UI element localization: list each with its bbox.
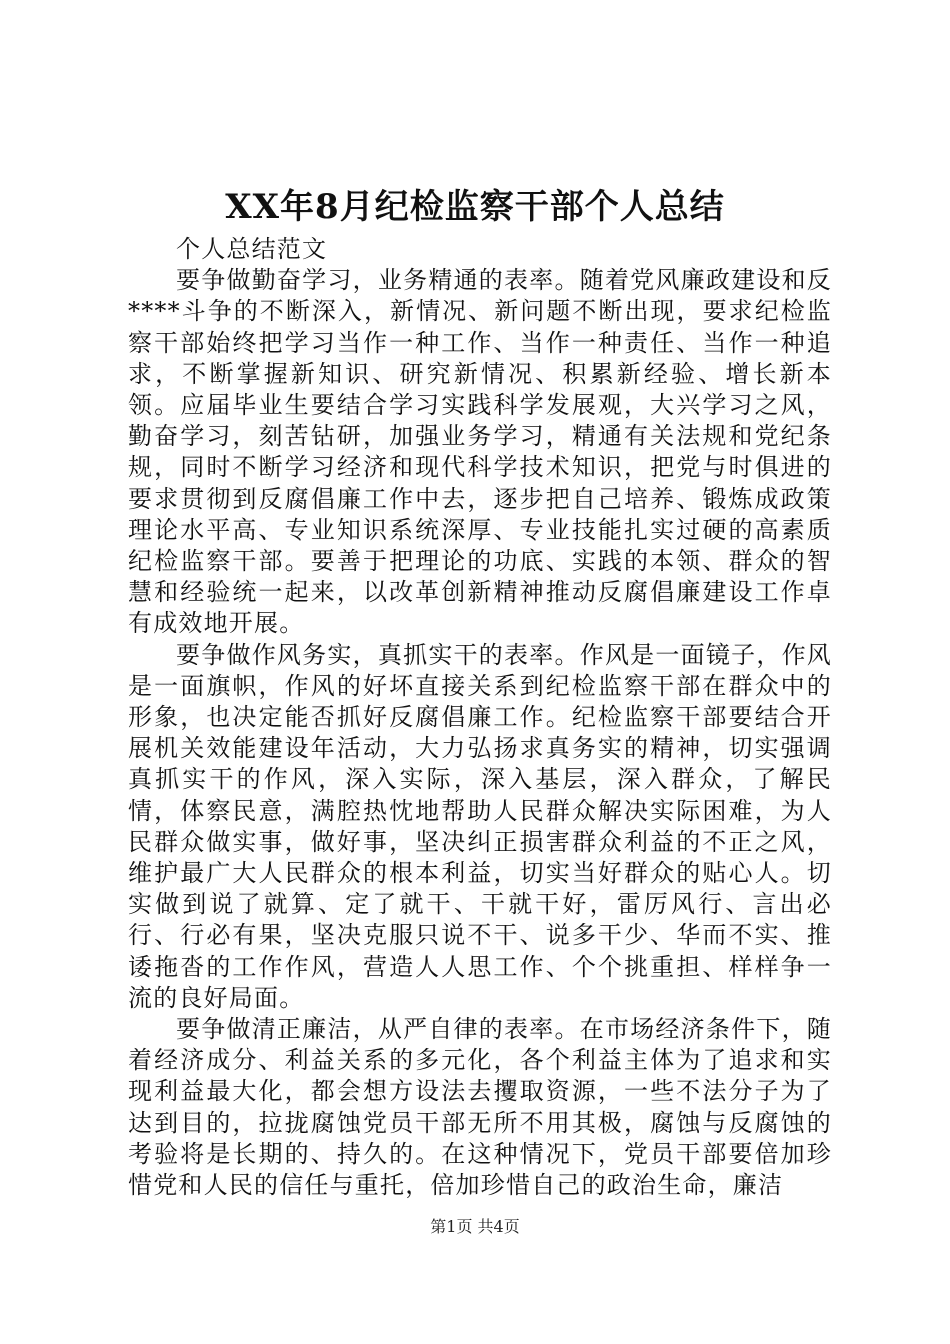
page-number-footer: 第1页 共4页 bbox=[430, 1217, 520, 1236]
document-title: XX年8月纪检监察干部个人总结 bbox=[225, 187, 725, 227]
subtitle: 个人总结范文 bbox=[176, 235, 328, 263]
document-body bbox=[128, 234, 832, 1201]
paragraph-2: 要争做作风务实，真抓实干的表率。作风是一面镜子，作风是一面旗帜，作风的好坏直接关系到纪检监察干部在群众中的形象，也决定能否抓好反腐倡廉工作。纪检监察干部要结合开展机关效能建设年活动，大力弘扬求真务实的精神，切实强调真抓实干的作风，深入实际，深入基层，深入群众，了解民情，体察民意，满腔热忱地帮助人民群众解决实际困难，为人民群众做实事，做好事，坚决纠正损害群众利益的不正之风，维护最广大人民群众的根本利益，切实当好群众的贴心人。切实做到说了就算、定了就干、干就干好，雷厉风行、言出必行、行必有果，坚决克服只说不干、说多干少、华而不实、推诿拖沓的工作作风，营造人人思工作、个个挑重担、样样争一流的良好局面。 bbox=[128, 640, 832, 1012]
paragraph-1: 要争做勤奋学习，业务精通的表率。随着党风廉政建设和反****斗争的不断深入，新情况、新问题不断出现，要求纪检监察干部始终把学习当作一种工作、当作一种责任、当作一种追求，不断掌握新知识、研究新情况、积累新经验、增长新本领。应届毕业生要结合学习实践科学发展观，大兴学习之风，勤奋学习，刻苦钻研，加强业务学习，精通有关法规和党纪条规，同时不断学习经济和现代科学技术知识，把党与时俱进的要求贯彻到反腐倡廉工作中去，逐步把自己培养、锻炼成政策理论水平高、专业知识系统深厚、专业技能扎实过硬的高素质纪检监察干部。要善于把理论的功底、实践的本领、群众的智慧和经验统一起来，以改革创新精神推动反腐倡廉建设工作卓有成效地开展。 bbox=[128, 266, 832, 638]
paragraph-3: 要争做清正廉洁，从严自律的表率。在市场经济条件下，随着经济成分、利益关系的多元化，各个利益主体为了追求和实现利益最大化，都会想方设法去攫取资源，一些不法分子为了达到目的，拉拢腐蚀党员干部无所不用其极，腐蚀与反腐蚀的考验将是长期的、持久的。在这种情况下，党员干部要倍加珍惜党和人民的信任与重托，倍加珍惜自己的政治生命，廉洁 bbox=[128, 1015, 832, 1200]
